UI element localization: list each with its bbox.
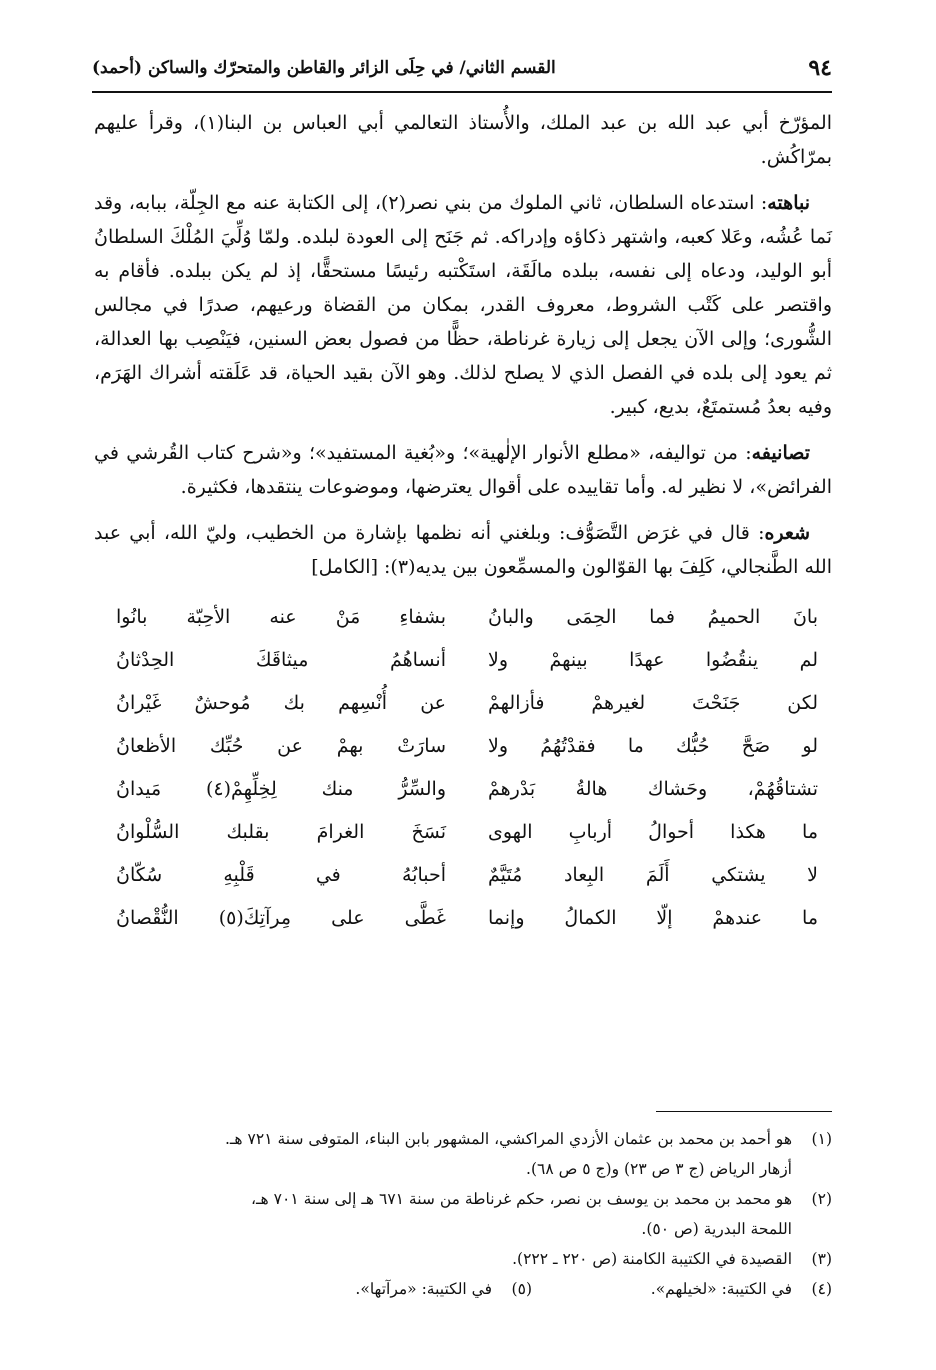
running-header bbox=[92, 48, 832, 88]
footnote-rule bbox=[656, 1111, 832, 1112]
verse-second-hemistich: نَسَخَ الغرامَ بقلبك السُّلْوانُ bbox=[116, 821, 446, 843]
paragraph-text: : استدعاه السلطان، ثاني الملوك من بني نصر(٢)، إلى الكتابة عنه مع الجِلّة، ببابه، وقد نَما عُشُه، وعَلا كعبه، واشتهر ذكاؤه وإدراكه. ثم جَنَح إلى العودة لبلده. ولمّا وُلِّيَ المُلْكَ السلطانُ أبو الوليد، ودعاه إلى نفسه، ببلده مالَقَة، استَكْتبه رئيسًا مستحقًّا، إذ لم يكن ببلده. فأقام به واقتصر على كَتْب الشروط، معروف القدر، بمكان من القضاة ورعيهم، صدرًا في مجالس الشُّورى؛ وإلى الآن يجعل إلى زيارة غرناطة، حظًّا من فصول بعض السنين، فيَنْصِب بها العدالة، ثم يعود إلى بلده في الفصل الذي لا يصلح لذلك. وهو الآن بقيد الحياة، قد عَلَقته أشراك الهَرَم، وفيه بعدُ مُستمتَعٌ، بديع، كبير. bbox=[94, 192, 832, 418]
poem-verse bbox=[94, 596, 832, 639]
footnote-text: في الكتيبة: «مرآتها». bbox=[355, 1280, 492, 1298]
section-keyword: تصانيفه bbox=[751, 442, 810, 464]
verse-first-hemistich: ما عندهمْ إلّا الكمالُ وإنما bbox=[488, 907, 818, 929]
paragraph-shiruhu bbox=[94, 516, 832, 584]
poem-verse bbox=[94, 768, 832, 811]
header-rule bbox=[92, 91, 832, 93]
paragraph-tasanifuhu bbox=[94, 436, 832, 504]
footnote-3 bbox=[94, 1244, 832, 1274]
section-keyword: نباهته bbox=[767, 192, 810, 214]
verse-first-hemistich: لا يشتكي أَلَمَ البِعاد مُتَيَّمٌ bbox=[488, 864, 818, 886]
footnote-number: (١) bbox=[811, 1130, 832, 1148]
footnote-text: هو محمد بن محمد بن يوسف بن نصر، حكم غرناطة من سنة ٦٧١ هـ إلى سنة ٧٠١ هـ، bbox=[251, 1190, 792, 1208]
footnote-text: القصيدة في الكتيبة الكامنة (ص ٢٢٠ ـ ٢٢٢). bbox=[512, 1250, 792, 1268]
poem-verse bbox=[94, 897, 832, 940]
footnote-pair bbox=[94, 1274, 832, 1304]
poem-verse bbox=[94, 725, 832, 768]
verse-first-hemistich: ما هكذا أحوالُ أربابِ الهوى bbox=[488, 821, 818, 843]
verse-second-hemistich: غَطَّى على مِرآتِكَ(٥) النُّقْصانُ bbox=[116, 907, 446, 929]
verse-second-hemistich: سارَتْ بهمْ عن حُبِّك الأظعانُ bbox=[116, 735, 446, 757]
paragraph-text: : من تواليفه، «مطلع الأنوار الإلٰهية»؛ و«بُغية المستفيد»؛ و«شرح كتاب القُرشي في الفرائض»، لا نظير له. وأما تقاييده على أقوال يعترضها، وموضوعات ينتقدها، فكثيرة. bbox=[94, 442, 832, 498]
poem-verse bbox=[94, 639, 832, 682]
footnote-1-continuation: أزهار الرياض (ج ٣ ص ٢٣) و(ج ٥ ص ٦٨). bbox=[526, 1160, 792, 1178]
poem-verse bbox=[94, 854, 832, 897]
section-keyword: شعره bbox=[764, 522, 810, 544]
footnote-number: (٢) bbox=[811, 1190, 832, 1208]
verse-first-hemistich: لو صَحَّ حُبُّك ما فقدْتُهُمُ ولا bbox=[488, 735, 818, 757]
footnote-4 bbox=[532, 1274, 832, 1304]
footnote-2 bbox=[94, 1184, 832, 1214]
footnote-2-continuation: اللمحة البدرية (ص ٥٠). bbox=[641, 1220, 792, 1238]
verse-second-hemistich: أحبابُهُ في قَلْبِهِ سُكّانُ bbox=[116, 864, 446, 886]
paragraph-text: : قال في غرَض التَّصَوُّف: وبلغني أنه نظمها بإشارة من الخطيب، وليّ الله، أبي عبد الله الطَّنجالي، كَلِفَ بها القوّالون والمسمِّعون بين يديه(٣): [الكامل] bbox=[94, 522, 832, 578]
verse-first-hemistich: لكن جَنَحْتَ لغيرهمْ فأزالهمْ bbox=[488, 692, 818, 714]
footnote-number: (٥) bbox=[511, 1280, 532, 1298]
poem-verse bbox=[94, 811, 832, 854]
footnote-text: هو أحمد بن محمد بن عثمان الأزدي المراكشي، المشهور بابن البناء، المتوفى سنة ٧٢١ هـ. bbox=[224, 1130, 792, 1148]
footnote-number: (٣) bbox=[811, 1250, 832, 1268]
footnotes bbox=[94, 1124, 832, 1304]
footnote-5 bbox=[232, 1274, 532, 1304]
poem bbox=[94, 596, 832, 940]
verse-first-hemistich: تشتاقُهُمْ، وحَشاك هالةُ بَدْرهمْ bbox=[488, 778, 818, 800]
verse-first-hemistich: بانَ الحميمُ فما الحِمَى والبانُ bbox=[488, 606, 818, 628]
footnote-text: في الكتيبة: «لخيلهم». bbox=[650, 1280, 792, 1298]
verse-second-hemistich: والسِّرُّ منك لِخِلِّهِمْ(٤) مَيدانُ bbox=[116, 778, 446, 800]
verse-first-hemistich: لم ينقُضُوا عهدًا بينهمْ ولا bbox=[488, 649, 818, 671]
paragraph-continuation bbox=[94, 106, 832, 174]
verse-second-hemistich: عن أُنْسِهم بك مُوحشٌ غَيْرانُ bbox=[116, 692, 446, 714]
main-text bbox=[94, 106, 832, 940]
page-number: ٩٤ bbox=[808, 55, 832, 81]
verse-second-hemistich: أنساهُمُ ميثاقَكَ الحِدْثانُ bbox=[116, 649, 446, 671]
poem-verse bbox=[94, 682, 832, 725]
footnote-number: (٤) bbox=[811, 1280, 832, 1298]
verse-second-hemistich: بشفاءِ مَنْ عنه الأحِبّة بانُوا bbox=[116, 606, 446, 628]
footnote-1 bbox=[94, 1124, 832, 1154]
paragraph-nabahatuhu bbox=[94, 186, 832, 424]
running-title: القسم الثاني/ في حِلَى الزائر والقاطن والمتحرّك والساكن (أحمد) bbox=[92, 58, 556, 78]
paragraph-text: المؤرّخ أبي عبد الله بن عبد الملك، والأُستاذ التعالمي أبي العباس بن البنا(١)، وقرأ عليهم بمرّاكُش. bbox=[94, 112, 832, 168]
